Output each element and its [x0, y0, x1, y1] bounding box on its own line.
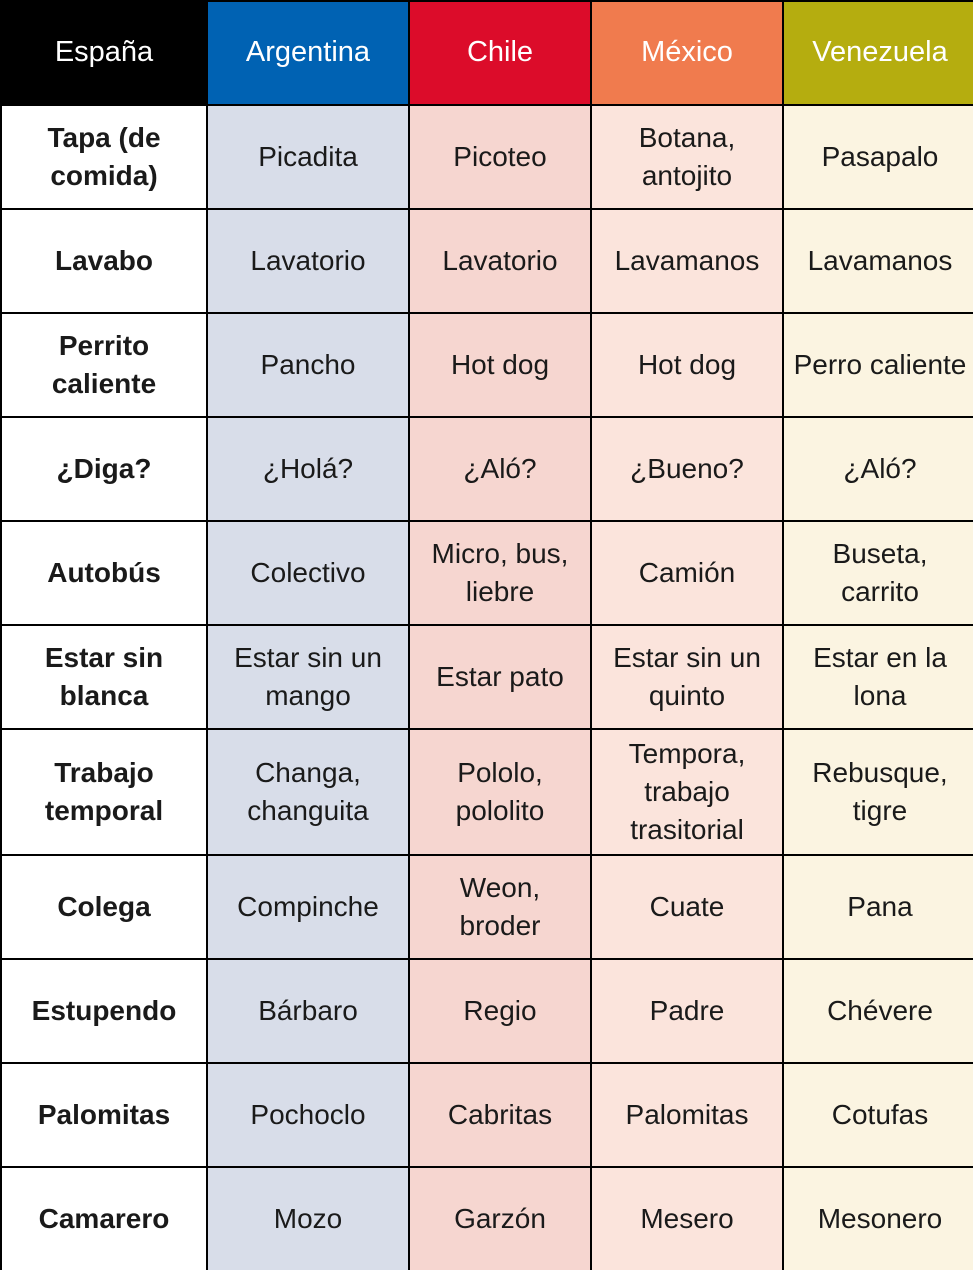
cell-argentina: Changa, changuita: [208, 730, 408, 854]
row-term: ¿Diga?: [2, 418, 206, 520]
row-term: Autobús: [2, 522, 206, 624]
cell-venezuela: Rebusque, tigre: [784, 730, 973, 854]
cell-argentina: Bárbaro: [208, 960, 408, 1062]
cell-mexico: Estar sin un quinto: [592, 626, 782, 728]
cell-mexico: ¿Bueno?: [592, 418, 782, 520]
cell-argentina: Compinche: [208, 856, 408, 958]
cell-chile: Micro, bus, liebre: [410, 522, 590, 624]
header-cell-venezuela: Venezuela: [784, 2, 973, 104]
header-cell-chile: Chile: [410, 2, 590, 104]
cell-chile: Garzón: [410, 1168, 590, 1270]
header-cell-espana: España: [2, 2, 206, 104]
cell-venezuela: Chévere: [784, 960, 973, 1062]
cell-chile: Hot dog: [410, 314, 590, 416]
cell-argentina: Pochoclo: [208, 1064, 408, 1166]
cell-mexico: Padre: [592, 960, 782, 1062]
cell-mexico: Tempora, trabajo trasitorial: [592, 730, 782, 854]
cell-argentina: Picadita: [208, 106, 408, 208]
cell-chile: Cabritas: [410, 1064, 590, 1166]
cell-venezuela: Estar en la lona: [784, 626, 973, 728]
cell-chile: Weon, broder: [410, 856, 590, 958]
cell-venezuela: Cotufas: [784, 1064, 973, 1166]
cell-mexico: Palomitas: [592, 1064, 782, 1166]
cell-venezuela: ¿Aló?: [784, 418, 973, 520]
row-term: Camarero: [2, 1168, 206, 1270]
cell-venezuela: Pasapalo: [784, 106, 973, 208]
cell-argentina: Colectivo: [208, 522, 408, 624]
cell-argentina: Pancho: [208, 314, 408, 416]
cell-argentina: Mozo: [208, 1168, 408, 1270]
row-term: Palomitas: [2, 1064, 206, 1166]
row-term: Lavabo: [2, 210, 206, 312]
cell-venezuela: Buseta, carrito: [784, 522, 973, 624]
row-term: Estupendo: [2, 960, 206, 1062]
cell-argentina: Lavatorio: [208, 210, 408, 312]
row-term: Estar sin blanca: [2, 626, 206, 728]
row-term: Tapa (de comida): [2, 106, 206, 208]
cell-chile: Pololo, pololito: [410, 730, 590, 854]
cell-mexico: Mesero: [592, 1168, 782, 1270]
row-term: Perrito caliente: [2, 314, 206, 416]
cell-argentina: Estar sin un mango: [208, 626, 408, 728]
row-term: Colega: [2, 856, 206, 958]
cell-mexico: Hot dog: [592, 314, 782, 416]
cell-mexico: Botana, antojito: [592, 106, 782, 208]
cell-mexico: Camión: [592, 522, 782, 624]
cell-venezuela: Pana: [784, 856, 973, 958]
header-cell-argentina: Argentina: [208, 2, 408, 104]
header-cell-mexico: México: [592, 2, 782, 104]
cell-chile: Estar pato: [410, 626, 590, 728]
cell-mexico: Cuate: [592, 856, 782, 958]
cell-venezuela: Lavamanos: [784, 210, 973, 312]
cell-chile: Lavatorio: [410, 210, 590, 312]
cell-chile: Picoteo: [410, 106, 590, 208]
cell-argentina: ¿Holá?: [208, 418, 408, 520]
cell-mexico: Lavamanos: [592, 210, 782, 312]
cell-venezuela: Perro caliente: [784, 314, 973, 416]
cell-chile: Regio: [410, 960, 590, 1062]
cell-chile: ¿Aló?: [410, 418, 590, 520]
row-term: Trabajo temporal: [2, 730, 206, 854]
cell-venezuela: Mesonero: [784, 1168, 973, 1270]
